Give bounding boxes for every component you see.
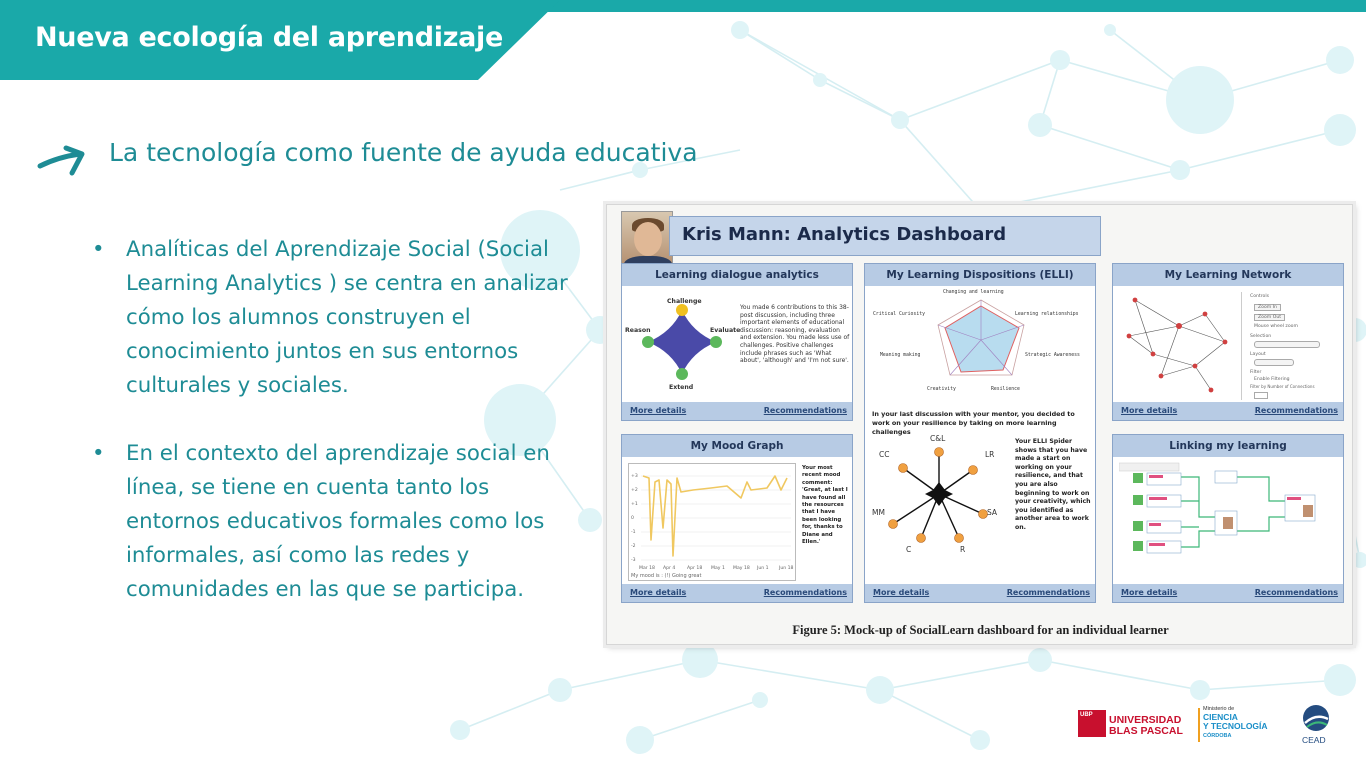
mouse-wheel-zoom-checkbox[interactable]: Mouse wheel zoom bbox=[1254, 324, 1298, 329]
selection-label: Selection bbox=[1250, 334, 1272, 339]
panel-title: Learning dialogue analytics bbox=[622, 264, 852, 286]
recommendations-link[interactable]: Recommendations bbox=[763, 588, 847, 597]
ministry-province: CÓRDOBA bbox=[1203, 733, 1232, 739]
bullet-marker: • bbox=[92, 441, 105, 466]
arrow-icon bbox=[36, 142, 86, 182]
elli-radar-chart bbox=[921, 292, 1041, 390]
bullet-item bbox=[92, 233, 572, 403]
label-challenge: Challenge bbox=[667, 298, 702, 305]
ubp-name: UNIVERSIDAD BLAS PASCAL bbox=[1109, 714, 1183, 737]
panel-footer bbox=[622, 584, 852, 602]
spider-label-c: C bbox=[906, 545, 912, 554]
panel-learning-network bbox=[1112, 263, 1344, 421]
label-learning-relationships: Learning relationships bbox=[1015, 312, 1079, 317]
panel-title: My Learning Dispositions (ELLI) bbox=[865, 264, 1095, 286]
footer-logos bbox=[1076, 700, 1356, 760]
avatar bbox=[621, 211, 673, 271]
spider-label-lr: LR bbox=[985, 450, 995, 459]
mood-y-label: 0 bbox=[631, 516, 634, 521]
spider-label-cc: CC bbox=[879, 450, 890, 459]
dashboard-title-bar bbox=[669, 216, 1101, 256]
recommendations-link[interactable]: Recommendations bbox=[1254, 406, 1338, 415]
controls-label: Controls bbox=[1250, 294, 1269, 299]
figure-caption: Figure 5: Mock-up of SocialLearn dashboard for an individual learner bbox=[792, 623, 1169, 637]
more-details-link[interactable]: More details bbox=[1121, 406, 1178, 415]
label-evaluate: Evaluate bbox=[710, 327, 741, 334]
dashboard-title: Kris Mann: Analytics Dashboard bbox=[682, 224, 1007, 245]
recommendations-link[interactable]: Recommendations bbox=[1254, 588, 1338, 597]
panel-linking-learning bbox=[1112, 434, 1344, 603]
mood-x-label: Apr 4 bbox=[663, 566, 676, 571]
mood-x-label: Apr 18 bbox=[687, 566, 703, 571]
panel-learning-dispositions bbox=[864, 263, 1096, 603]
cead-label: CEAD bbox=[1302, 735, 1326, 745]
more-details-link[interactable]: More details bbox=[1121, 588, 1178, 597]
recommendations-link[interactable]: Recommendations bbox=[763, 406, 847, 415]
mood-x-label: Mar 18 bbox=[639, 566, 655, 571]
mood-comment: Your most recent mood comment: 'Great, at last I have found all the resources that I have been looking for, thanks to Diane and Ellen.' bbox=[802, 465, 848, 546]
bullet-marker: • bbox=[92, 237, 105, 262]
panel-title: My Learning Network bbox=[1113, 264, 1343, 286]
filter-connections-label: Filter by Number of Connections bbox=[1250, 384, 1315, 389]
mood-x-label: May 18 bbox=[733, 566, 750, 571]
more-details-link[interactable]: More details bbox=[873, 588, 930, 597]
slide-subtitle: La tecnología como fuente de ayuda educativa bbox=[109, 138, 698, 167]
spider-label-sa: SA bbox=[987, 508, 998, 517]
slide-title: Nueva ecología del aprendizaje bbox=[35, 22, 503, 53]
panel-title: My Mood Graph bbox=[622, 435, 852, 457]
mood-line-chart bbox=[641, 468, 793, 566]
ministry-name: CIENCIA Y TECNOLOGÍA bbox=[1203, 712, 1268, 731]
cead-globe-icon bbox=[1301, 703, 1331, 733]
linking-diagram bbox=[1119, 461, 1339, 581]
layout-dropdown[interactable] bbox=[1254, 359, 1294, 366]
zoom-in-button[interactable]: Zoom In bbox=[1254, 304, 1281, 311]
bullet-item bbox=[92, 437, 572, 607]
mood-x-label: May 1 bbox=[711, 566, 725, 571]
filter-label: Filter bbox=[1250, 370, 1262, 375]
panel-footer bbox=[622, 402, 852, 420]
label-meaning-making: Meaning making bbox=[880, 353, 921, 358]
mood-y-label: -2 bbox=[631, 544, 636, 549]
mood-y-label: +1 bbox=[631, 502, 638, 507]
bullet-text: Analíticas del Aprendizaje Social (Social Learning Analytics ) se centra en analizar cómo los alumnos construyen el conocimiento juntos en sus entornos culturales y sociales. bbox=[126, 237, 568, 398]
panel-footer bbox=[1113, 402, 1343, 420]
more-details-link[interactable]: More details bbox=[630, 406, 687, 415]
selection-dropdown[interactable] bbox=[1254, 341, 1320, 348]
enable-filtering-checkbox[interactable]: Enable Filtering bbox=[1254, 377, 1290, 382]
mood-chart-frame bbox=[628, 463, 796, 581]
label-changing-learning: Changing and learning bbox=[943, 290, 1004, 295]
dispositions-text: In your last discussion with your mentor, you decided to work on your resilience by taking on more learning challenges bbox=[872, 410, 1075, 436]
label-resilience: Resilience bbox=[991, 387, 1020, 392]
bullet-text: En el contexto del aprendizaje social en línea, se tiene en cuenta tanto los entornos educativos formales como los informales, así como las redes y comunidades en las que se participa. bbox=[126, 441, 550, 602]
network-controls bbox=[1241, 292, 1339, 400]
mood-x-label: Jun 18 bbox=[779, 566, 794, 571]
label-critical-curiosity: Critical Curiosity bbox=[873, 312, 925, 317]
layout-label: Layout bbox=[1250, 352, 1266, 357]
spider-label-mm: MM bbox=[872, 508, 885, 517]
label-extend: Extend bbox=[669, 384, 694, 391]
bullet-list bbox=[92, 233, 572, 607]
mood-x-label: Jun 1 bbox=[757, 566, 769, 571]
panel-footer bbox=[1113, 584, 1343, 602]
spider-label-cl: C&L bbox=[930, 434, 946, 443]
panel-title: Linking my learning bbox=[1113, 435, 1343, 457]
panel-mood-graph bbox=[621, 434, 853, 603]
more-details-link[interactable]: More details bbox=[630, 588, 687, 597]
dialogue-text: You made 6 contributions to this 38-post discussion, including three important elements of educational discussion: reasoning, evaluation and extension. You made less use of challenges. Positive challenges include phrases such as 'What about', 'although' and 'I'm not sure'. bbox=[740, 304, 850, 365]
ministry-small-text: Ministerio de bbox=[1203, 706, 1235, 712]
mood-current: My mood is : (!) Going great bbox=[631, 573, 702, 579]
spider-text: Your ELLI Spider shows that you have made a start on working on your resilience, and that you are also beginning to work on your creativity, which you identified as another area to work on. bbox=[1015, 438, 1091, 531]
panel-footer bbox=[865, 584, 1095, 602]
label-strategic-awareness: Strategic Awareness bbox=[1025, 353, 1080, 358]
label-creativity: Creativity bbox=[927, 387, 956, 392]
filter-stepper[interactable] bbox=[1254, 392, 1268, 399]
network-graph bbox=[1119, 290, 1235, 400]
spider-label-r: R bbox=[960, 545, 966, 554]
mood-y-label: +3 bbox=[631, 474, 638, 479]
zoom-out-button[interactable]: Zoom Out bbox=[1254, 314, 1285, 321]
ubp-logo: UBP bbox=[1078, 710, 1106, 737]
label-reason: Reason bbox=[625, 327, 651, 334]
mood-y-label: -1 bbox=[631, 530, 636, 535]
mood-y-label: +2 bbox=[631, 488, 638, 493]
panel-learning-dialogue bbox=[621, 263, 853, 421]
ministry-separator bbox=[1198, 708, 1200, 742]
mood-y-label: -3 bbox=[631, 558, 636, 563]
dashboard-figure bbox=[606, 204, 1353, 645]
recommendations-link[interactable]: Recommendations bbox=[1006, 588, 1090, 597]
dialogue-diagram bbox=[630, 292, 734, 390]
